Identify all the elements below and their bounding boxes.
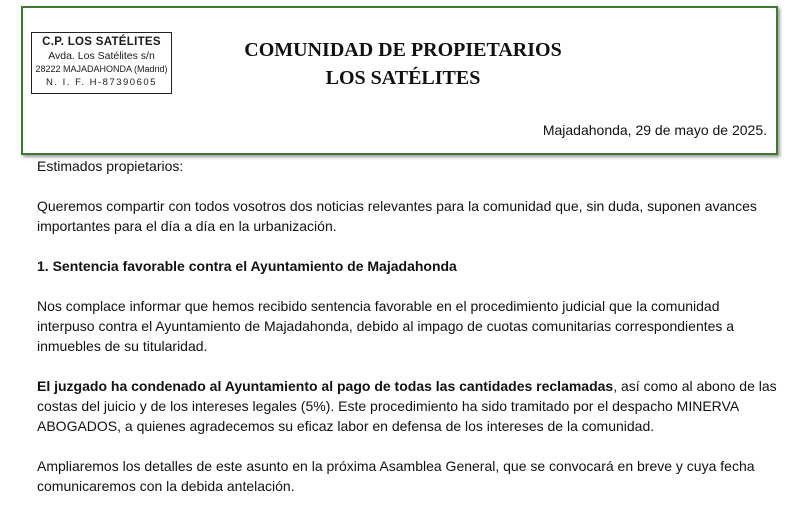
stamp-city: 28222 MAJADAHONDA (Madrid) [35,64,168,74]
title-line-1: COMUNIDAD DE PROPIETARIOS [244,39,562,61]
letter-body [37,156,777,516]
section-1-paragraph-2 [37,376,777,436]
ruling-highlight: El juzgado ha condenado al Ayuntamiento al pago de todas las cantidades reclamadas [37,378,614,394]
section-1-paragraph-3: Ampliaremos los detalles de este asunto en la próxima Asamblea General, que se convocará en breve y cuya fecha comunicaremos con la debida antelación. [37,458,755,494]
stamp-nif: N. I. F. H-87390605 [46,77,157,88]
community-stamp [31,32,172,94]
ruling-details: , así como al abono de las costas del juicio y de los intereses legales (5%). Este procedimiento ha sido tramitado por el despacho MINERVA ABOGADOS, a quienes agradecemos su eficaz labor en defensa de los intereses de la comunidad. [37,378,777,434]
letterhead [21,6,778,155]
letter-date: Majadahonda, 29 de mayo de 2025. [542,122,767,138]
stamp-address: Avda. Los Satélites s/n [48,50,155,62]
section-1-paragraph-1: Nos complace informar que hemos recibido sentencia favorable en el procedimiento judicial que la comunidad interpuso contra el Ayuntamiento de Majadahonda, debido al impago de cuotas comunitarias correspondientes a inmuebles de su titularidad. [37,298,735,354]
title-line-2: LOS SATÉLITES [325,67,481,89]
stamp-name: C.P. LOS SATÉLITES [42,36,161,48]
document-title [223,36,583,92]
greeting: Estimados propietarios: [37,158,184,174]
section-1-heading: 1. Sentencia favorable contra el Ayuntamiento de Majadahonda [37,258,457,274]
intro-paragraph: Queremos compartir con todos vosotros dos noticias relevantes para la comunidad que, sin duda, suponen avances importantes para el día a día en la urbanización. [37,198,757,234]
